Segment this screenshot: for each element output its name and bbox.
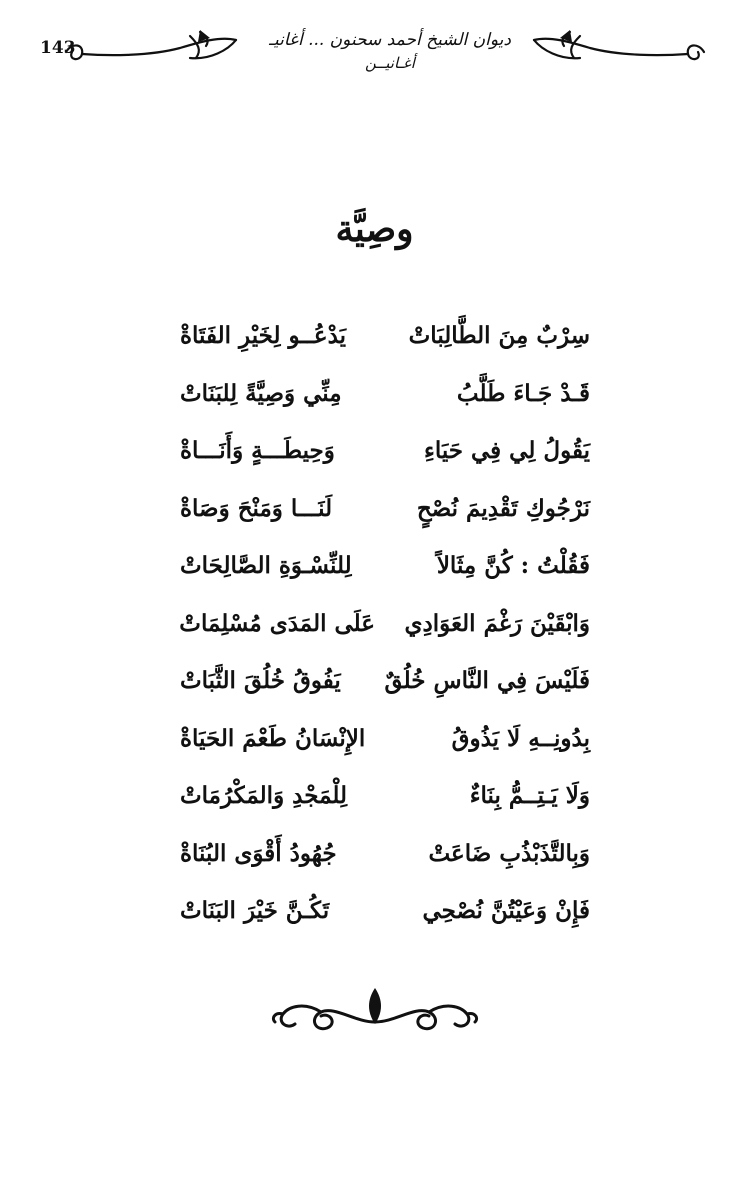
hemistich-first: سِرْبٌ مِنَ الطَّالِبَاتْ bbox=[408, 322, 590, 349]
verse bbox=[180, 897, 590, 955]
verse bbox=[180, 322, 590, 380]
hemistich-second: الإِنْسَانُ طَعْمَ الحَيَاةْ bbox=[180, 724, 366, 752]
running-title: ديوان الشيخ أحمد سحنون ... أغانيـ bbox=[269, 30, 511, 50]
hemistich-second: لِلنِّسْـوَةِ الصَّالِحَاتْ bbox=[180, 552, 352, 579]
header-ornament-left bbox=[60, 26, 240, 70]
header-ornament-right bbox=[530, 26, 710, 70]
hemistich-first: فَقُلْتُ : كُنَّ مِثَالاً bbox=[436, 552, 590, 579]
hemistich-second: تَكُـنَّ خَيْرَ البَنَاتْ bbox=[180, 897, 330, 924]
hemistich-second: عَلَى المَدَى مُسْلِمَاتْ bbox=[179, 609, 375, 637]
hemistich-second: لَنَـــا وَمَنْحَ وَصَاةْ bbox=[180, 494, 333, 522]
verse bbox=[180, 437, 590, 495]
hemistich-second: يَفُوقُ خُلُقَ الثَّبَاتْ bbox=[180, 667, 341, 694]
hemistich-second: جُهُودُ أَقْوَى البُنَاةْ bbox=[180, 839, 337, 867]
verse bbox=[180, 782, 590, 840]
hemistich-first: فَلَيْسَ فِي النَّاسِ خُلُقٌ bbox=[384, 667, 590, 694]
poem-body bbox=[180, 322, 590, 955]
hemistich-first: وَبِالتَّذَبْذُبِ ضَاعَتْ bbox=[428, 839, 590, 867]
verse bbox=[180, 380, 590, 438]
hemistich-first: فَإِنْ وَعَيْتُنَّ نُصْحِي bbox=[422, 897, 590, 924]
hemistich-first: بِدُونِــهِ لَا يَذُوقُ bbox=[451, 724, 590, 752]
hemistich-first: قَـدْ جَـاءَ طَلَّبُ bbox=[456, 379, 590, 407]
verse bbox=[180, 725, 590, 783]
verse bbox=[180, 495, 590, 553]
hemistich-second: مِنِّي وَصِيَّةً لِلبَنَاتْ bbox=[180, 379, 342, 407]
page-number: 143 bbox=[40, 38, 76, 58]
poem-title: وصِيَّة bbox=[335, 208, 414, 250]
footer-ornament bbox=[265, 982, 485, 1038]
hemistich-first: يَقُولُ لِي فِي حَيَاءِ bbox=[424, 437, 590, 464]
verse bbox=[180, 667, 590, 725]
verse bbox=[180, 552, 590, 610]
verse bbox=[180, 610, 590, 668]
hemistich-second: وَحِيطَـــةٍ وَأَنَـــاةْ bbox=[180, 437, 335, 464]
verse bbox=[180, 840, 590, 898]
running-subtitle: أغـانيــن bbox=[365, 54, 415, 72]
hemistich-second: يَدْعُــو لِخَيْرِ الفَتَاةْ bbox=[180, 322, 347, 349]
hemistich-first: وَلَا يَـتِــمُّ بِنَاءٌ bbox=[469, 782, 590, 809]
page-header bbox=[0, 20, 749, 80]
hemistich-first: وَابْقَيْنَ رَغْمَ العَوَادِي bbox=[404, 609, 590, 637]
hemistich-second: لِلْمَجْدِ وَالمَكْرُمَاتْ bbox=[180, 782, 348, 809]
hemistich-first: نَرْجُوكِ تَقْدِيمَ نُصْحٍ bbox=[416, 494, 590, 522]
